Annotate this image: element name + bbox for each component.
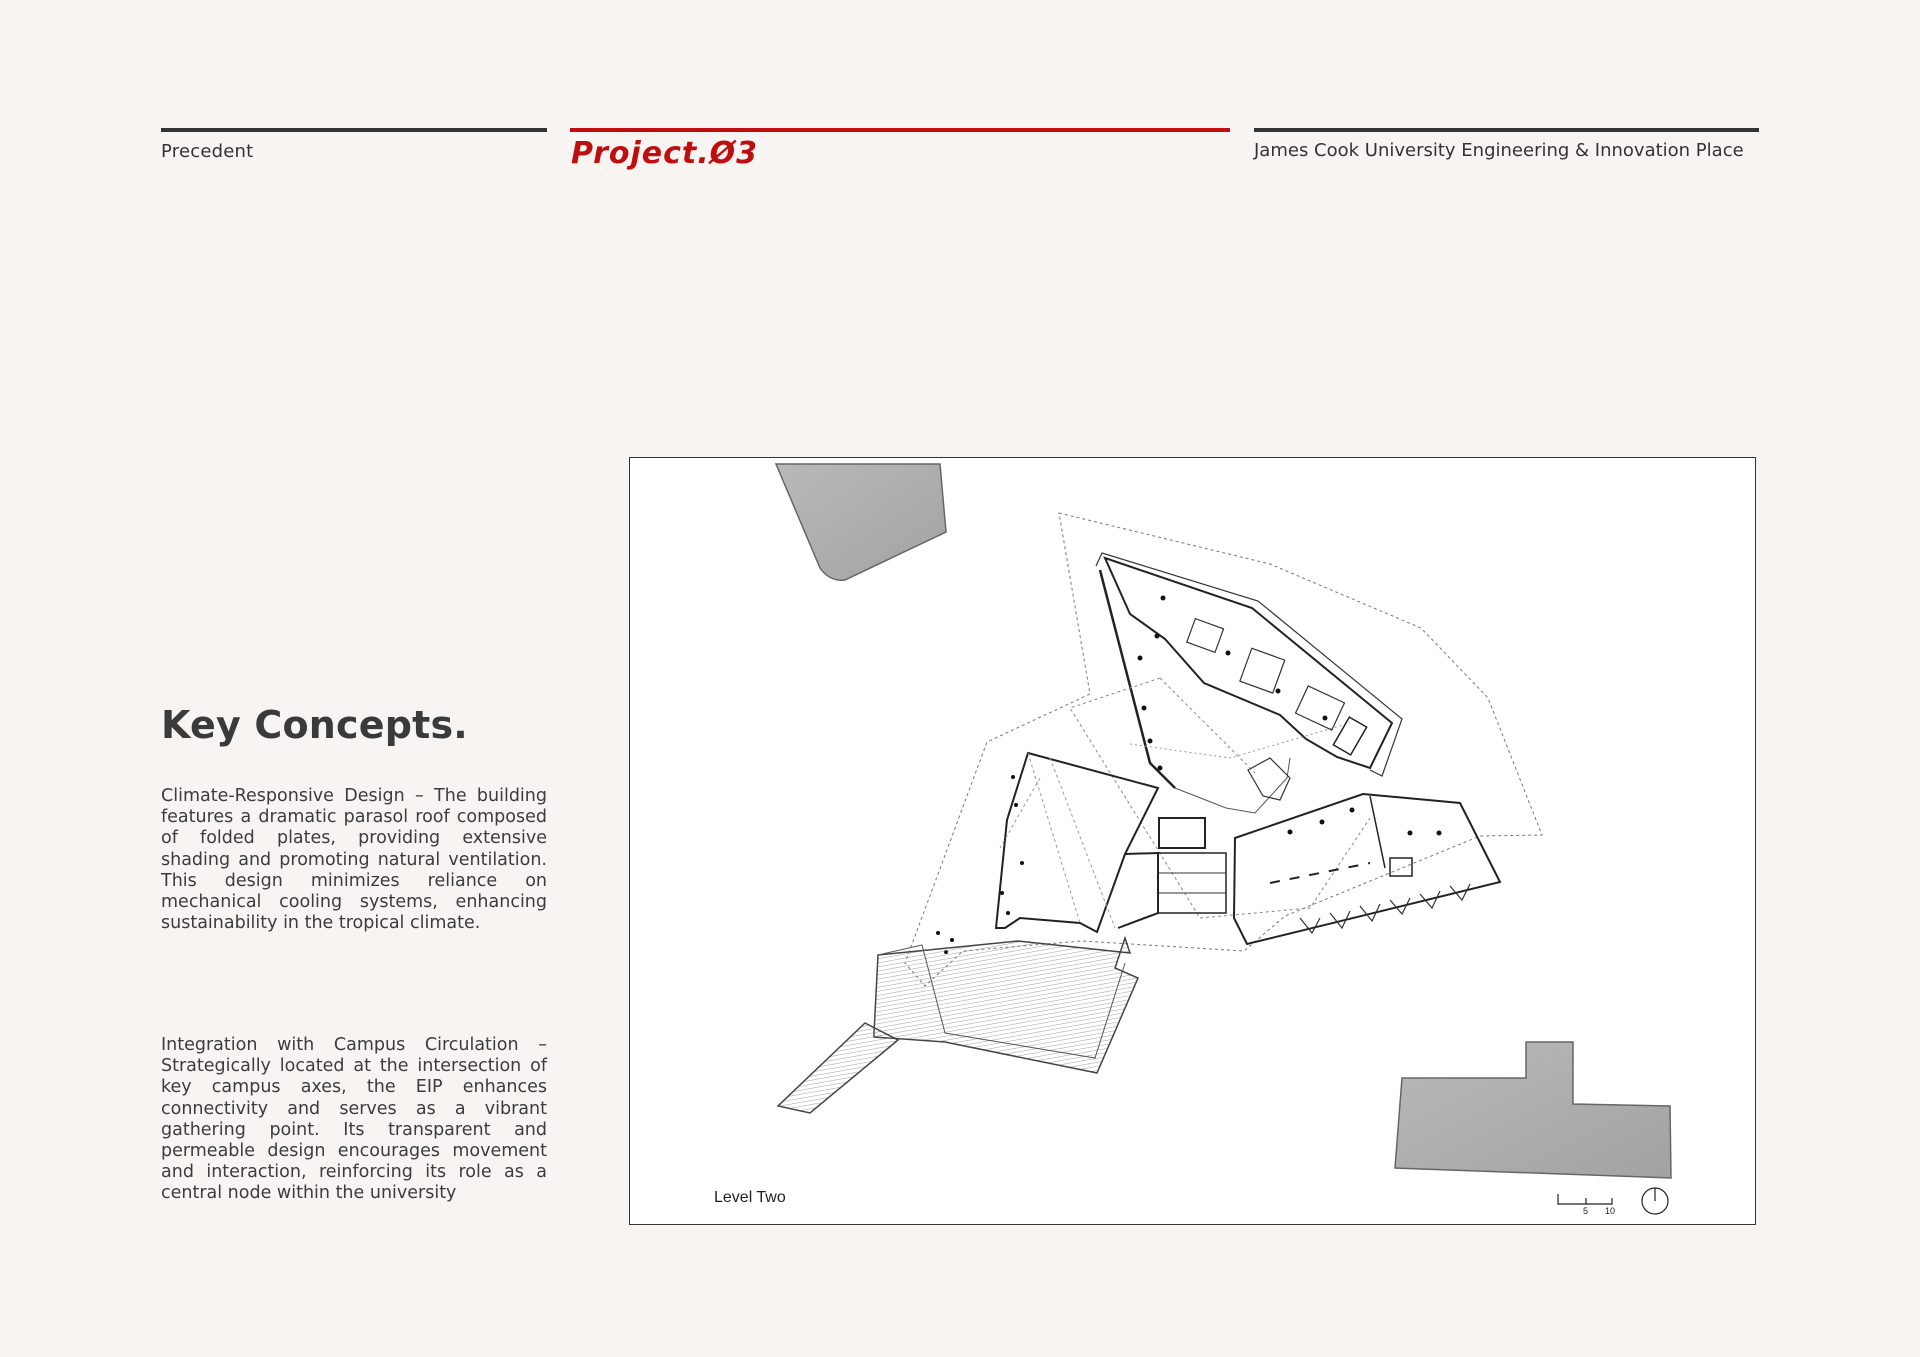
terrace (874, 938, 1138, 1073)
floor-plan-drawing (630, 458, 1757, 1226)
scale-bar (1558, 1194, 1612, 1204)
project-title: Project.Ø3 (571, 136, 758, 171)
roof-outline (905, 513, 1542, 986)
east-wing (1234, 794, 1500, 944)
header-rule-center (570, 128, 1230, 132)
plan-level-label: Level Two (714, 1189, 786, 1206)
floor-plan-image (629, 457, 1756, 1225)
core-lift (1159, 818, 1205, 848)
project-name: James Cook University Engineering & Innovation Place (1254, 140, 1744, 161)
concept-paragraph-climate: Climate-Responsive Design – The building features a dramatic parasol roof composed of folded plates, providing extensive shading and promoting natural ventilation. This design minimizes reliance on mechanical cooling systems, enhancing sustainability in the tropical climate. (161, 786, 547, 934)
header-rule-left (161, 128, 547, 132)
header-rule-right (1254, 128, 1759, 132)
west-wing (996, 753, 1158, 932)
neighbour-building-north (776, 464, 946, 580)
neighbour-building-southeast (1395, 1042, 1671, 1178)
scale-label-5: 5 (1583, 1206, 1589, 1216)
walkway-ramp (778, 1023, 898, 1113)
concept-paragraph-circulation: Integration with Campus Circulation – Strategically located at the intersection of key campus axes, the EIP enhances connectivity and serves as a vibrant gathering point. Its transparent and permeable design encourages movement and interaction, reinforcing its role as a central node within the university (161, 1035, 547, 1204)
north-wing (1105, 558, 1392, 768)
header-section-label: Precedent (161, 141, 254, 162)
scale-label-10: 10 (1605, 1206, 1616, 1216)
section-title: Key Concepts. (161, 703, 468, 747)
